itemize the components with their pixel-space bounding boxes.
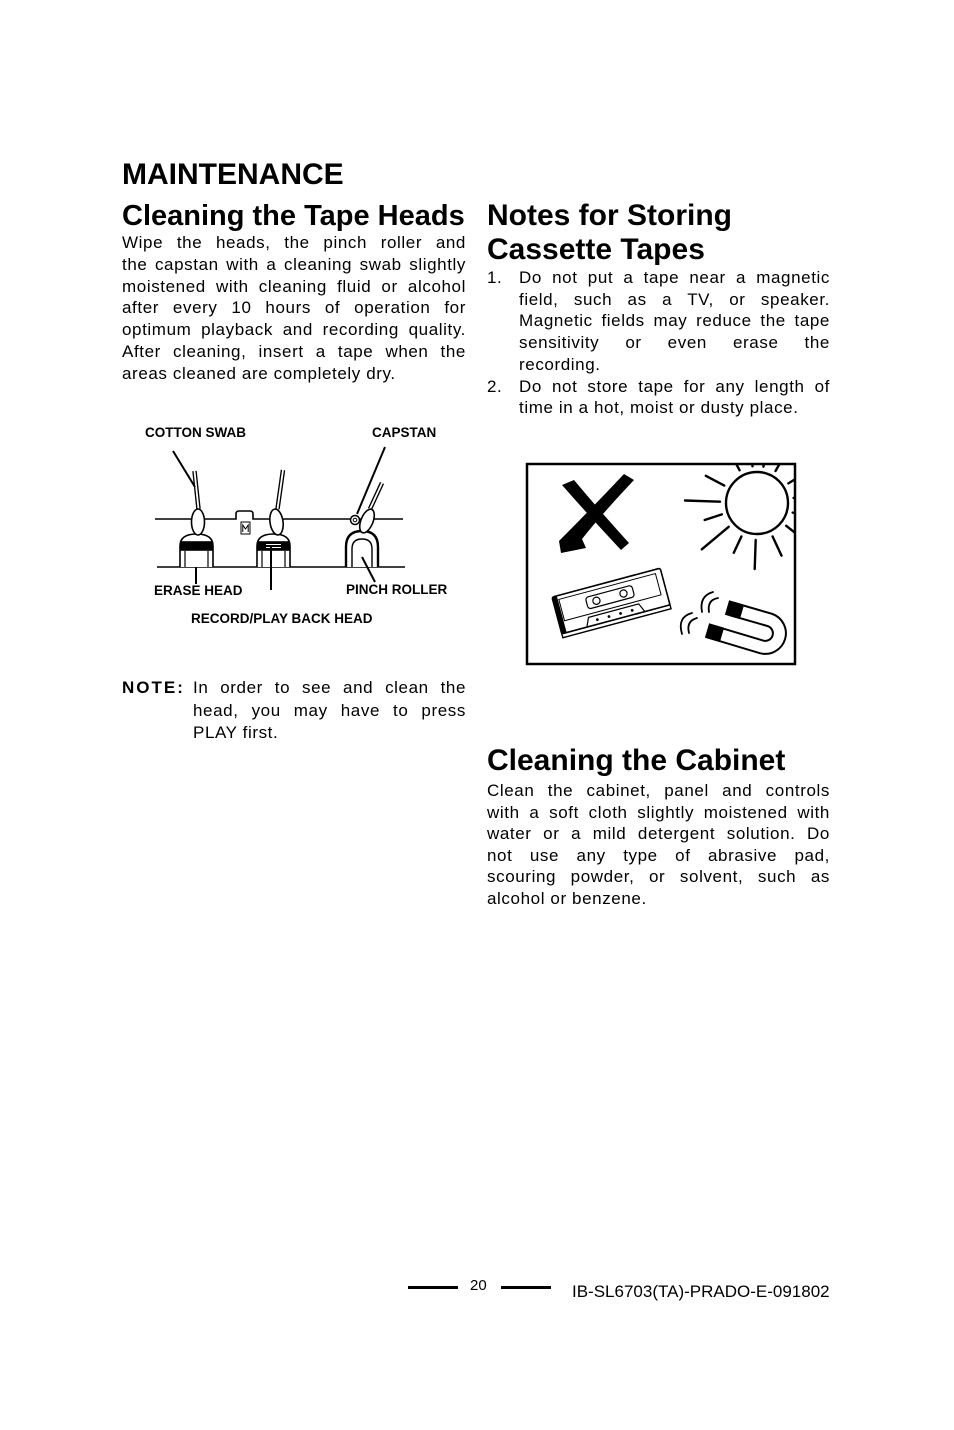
note-line: head, you may have to press: [193, 700, 466, 720]
paragraph-line: Wipe the heads, the pinch roller and: [122, 233, 466, 252]
note-text: [193, 677, 466, 745]
tape-head-cleaning-diagram: [140, 440, 460, 590]
paragraph-line: alcohol or benzene.: [487, 888, 647, 908]
note-line: In order to see and clean the: [193, 678, 466, 697]
paragraph-line: areas cleaned are completely dry.: [122, 363, 396, 383]
footer-rule-right: [501, 1286, 551, 1289]
list-line: Do not put a tape near a magnetic: [519, 268, 830, 287]
tape-heads-heading: Cleaning the Tape Heads: [122, 200, 465, 232]
storing-heading-line: Cassette Tapes: [487, 233, 705, 266]
erase-head-label: ERASE HEAD: [154, 583, 243, 598]
paragraph-line: with a soft cloth slightly moistened with: [487, 802, 830, 822]
list-line: time in a hot, moist or dusty place.: [519, 398, 799, 418]
paragraph-line: after every 10 hours of operation for: [122, 298, 466, 318]
record-play-head-label: RECORD/PLAY BACK HEAD: [191, 611, 373, 626]
list-line: recording.: [519, 354, 601, 374]
cotton-swab-icon: [268, 470, 284, 536]
cabinet-paragraph: [487, 780, 830, 910]
capstan-label: CAPSTAN: [372, 425, 437, 440]
list-line: Do not store tape for any length of: [519, 376, 830, 396]
list-line: sensitivity or even erase the: [519, 333, 830, 353]
storage-warning-illustration: [520, 458, 802, 670]
paragraph-line: optimum playback and recording quality.: [122, 320, 466, 340]
paragraph-line: After cleaning, insert a tape when the: [122, 341, 466, 361]
page-number: 20: [470, 1277, 487, 1294]
record-play-head-icon: [257, 534, 290, 567]
capstan-icon: [351, 516, 360, 525]
paragraph-line: not use any type of abrasive pad,: [487, 845, 830, 865]
storing-list: [487, 267, 830, 419]
cotton-swab-icon: [192, 471, 205, 535]
paragraph-line: Clean the cabinet, panel and controls: [487, 781, 830, 800]
list-item: [487, 376, 830, 419]
list-line: field, such as a TV, or speaker.: [519, 289, 830, 309]
cabinet-heading: Cleaning the Cabinet: [487, 744, 786, 777]
pinch-roller-label: PINCH ROLLER: [346, 582, 448, 597]
footer-rule-left: [408, 1286, 458, 1289]
document-code: IB-SL6703(TA)-PRADO-E-091802: [572, 1282, 830, 1301]
list-item: [487, 267, 830, 376]
paragraph-line: water or a mild detergent solution. Do: [487, 824, 830, 844]
paragraph-line: moistened with cleaning fluid or alcohol: [122, 276, 466, 296]
paragraph-line: the capstan with a cleaning swab slightly: [122, 254, 466, 274]
pinch-roller-icon: [346, 531, 378, 567]
list-line: Magnetic fields may reduce the tape: [519, 311, 830, 331]
paragraph-line: scouring powder, or solvent, such as: [487, 867, 830, 887]
section-title: MAINTENANCE: [122, 158, 344, 191]
list-number: 1.: [487, 268, 503, 287]
note-line: PLAY first.: [193, 723, 279, 742]
cotton-swab-icon: [357, 483, 382, 535]
cotton-swab-label: COTTON SWAB: [145, 425, 246, 440]
storing-heading: [487, 199, 732, 267]
storing-heading-line: Notes for Storing: [487, 199, 732, 232]
note-label: NOTE:: [122, 678, 185, 697]
list-number: 2.: [487, 376, 503, 396]
erase-head-icon: [180, 534, 213, 567]
tape-heads-paragraph: [122, 232, 466, 385]
